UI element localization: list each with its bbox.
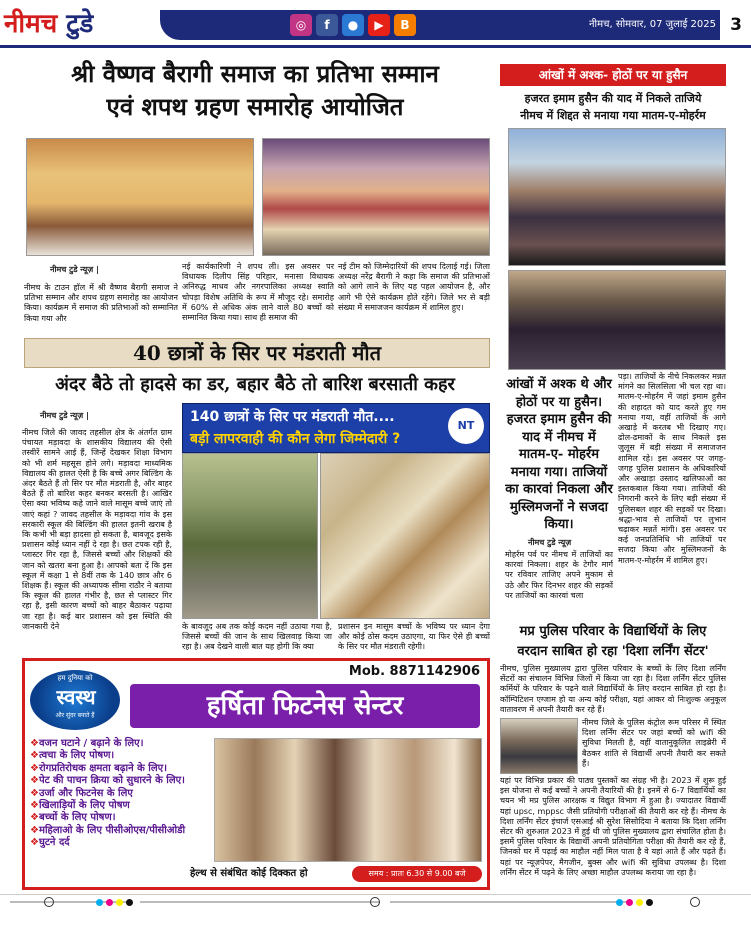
ad-title: हर्षिता फिटनेस सेन्टर bbox=[130, 684, 480, 728]
newspaper-logo[interactable] bbox=[4, 4, 154, 44]
article4-headline-line1: मप्र पुलिस परिवार के विद्यार्थियों के लिए bbox=[519, 624, 707, 639]
magenta-dot bbox=[106, 899, 113, 906]
article1-credit: नीमच टुडे न्यूज़ | bbox=[50, 265, 99, 274]
registration-mark bbox=[690, 897, 700, 907]
black-dot bbox=[646, 899, 653, 906]
ad-item: ❖ त्वचा के लिए पोषण। bbox=[30, 750, 210, 762]
ad-item: ❖ रोगप्रतिरोधक क्षमता बढ़ाने के लिए। bbox=[30, 763, 210, 775]
social-icons bbox=[290, 14, 440, 36]
logo-main: नीमच bbox=[4, 9, 58, 39]
article2-col2: के बावजूद अब तक कोई कदम नहीं उठाया गया है, जिससे बच्चों की जान के साथ खिलवाड़ किया जा रहा है। अब देखने वाली बात यह होगी कि क्या bbox=[182, 622, 332, 652]
ad-footer: हेल्थ से संबंधित कोई दिक्कत हो bbox=[190, 868, 308, 879]
article3-credit: नीमच टुडे न्यूज़ bbox=[528, 538, 572, 547]
page-number: 3 bbox=[730, 15, 742, 35]
footer-line bbox=[390, 901, 630, 903]
blogger-icon[interactable]: B bbox=[394, 14, 416, 36]
article3-photo-crowd bbox=[508, 270, 726, 370]
cyan-dot bbox=[96, 899, 103, 906]
facebook-icon[interactable]: f bbox=[316, 14, 338, 36]
registration-mark bbox=[370, 897, 380, 907]
yellow-dot bbox=[116, 899, 123, 906]
article1-headline-line1: श्री वैष्णव बैरागी समाज का प्रतिभा सम्मान bbox=[71, 59, 439, 88]
ad-item: ❖ पेट की पाचन क्रिया को सुधारने के लिए। bbox=[30, 775, 210, 787]
ad-item: ❖ घुटने दर्द bbox=[30, 837, 210, 849]
registration-mark bbox=[44, 897, 54, 907]
group-icon[interactable]: ● bbox=[342, 14, 364, 36]
article2-photo-school bbox=[182, 453, 318, 619]
ad-timing: समय : प्रातः 6.30 से 9.00 बजे bbox=[352, 866, 482, 882]
article2-col1: नीमच जिले की जावद तहसील क्षेत्र के अंतर्गत ग्राम पंचायत मड़ावदा के शासकीय विद्यालय की ऐसी तस्वीरें सामने आई हैं, जिन्हें देखकर शिक्षा विभाग को भी शर्म महसूस होने लगे। मड़ावदा माध्यमिक विद्यालय की हालत ऐसी है कि बच्चे अगर बिल्डिंग के अंदर बैठते हैं तो सिर पर मौत मंडराती है, और बाहर बैठते हैं तो बारिश कहर बनकर बरसती है। आखिर ऐसा क्या भविष्य कहे जाने वाले मासूम बच्चे जाएं तो जाएं कहां ? जावद तहसील के मड़ावदा गांव के इस सरकारी स्कूल की बिल्डिंग की हालत इतनी खराब है कि कभी भी बड़ा हादसा हो सकता है, बावजूद इसके प्रशासन कोई ध्यान नहीं दे रहा है। छत टपक रही है, प्लास्टर गिर रहा है, जिससे बच्चों और शिक्षकों की जान को खतरा बना हुआ है। आपको बता दें कि इस स्कूल में कक्षा 1 से 8वीं तक के 140 छात्र और 6 शिक्षक हैं। स्कूल की अध्यापक सीमा राठौर ने बताया कि स्कूल की हालत गंभीर है, छत से प्लास्टर गिर रहा है, इसी कारण बच्चों को बाहर बैठाकर पढ़ाया जा रहा है। कई बार प्रशासन को इस स्थिति की जानकारी देने bbox=[22, 428, 172, 631]
promo-logo: NT bbox=[448, 408, 484, 444]
article4-col1: नीमच, पुलिस मुख्यालय द्वारा पुलिस परिवार के बच्चों के लिए दिशा लर्निंग सेंटरों का संचालन विभिन्न जिलों में किया जा रहा है। दिशा लर्निंग सेंटर पुलिस कर्मियों के परिवार के पढ़ने वाले विद्यार्थियों के लिए वरदान साबित हो रहा है। कॉम्पिटिशन एग्जाम हो या अन्य कोई परीक्षा, यहां आकर वो निःशुल्क अनुकूल वातावरण में अपनी तैयारी कर रहे हैं। bbox=[500, 664, 726, 714]
ad-photo-grid bbox=[214, 738, 482, 862]
article3-colA: मोहर्रम पर्व पर नीमच में ताजियों का कारवां निकला। शहर के टेगौर मार्ग पर रविवार ताजिए अपने मुकाम से उठे और फिर दिनभर शहर की सड़कों पर ताजियों का कारवां चला bbox=[505, 550, 613, 600]
ad-logo-top: हम दुनिया को bbox=[57, 674, 93, 682]
ad-mobile: Mob. 8871142906 bbox=[348, 664, 480, 679]
ad-item: ❖ वजन घटाने / बढ़ाने के लिए। bbox=[30, 738, 210, 750]
article3-colB: पड़ा। ताजियों के नीचे निकलकर मन्नत मांगने का सिलसिला भी चल रहा था। मातम-ए-मोहर्रम में जहां इमाम हुसैन की शहादत को याद करते हुए गम मनाया गया, वहीं ताजियों के आगे अखाड़े में करतब भी दिखाए गए। ढोल-ढमाकों के साथ निकले इस जुलूस में बड़ी संख्या में समाजजन शामिल रहे। इस अवसर पर जगह-जगह पुलिस प्रशासन के अधिकारियों और अखाड़ा उस्ताद खलिफाओं का इस्तकबाल किया गया। ताजियों की निगरानी करने के लिए बड़ी संख्या में पुलिसबल शहर की सड़कों पर दिखा। श्रद्धा-भाव से ताजियों पर लुभान चढ़ाकर मन्नतें मांगी। इस अवसर पर कई जनप्रतिनिधि भी ताजियों पर सजदा किया और मुस्लिमजनों के मातम-ए-मोहर्रम में शामिल हुए। bbox=[618, 372, 726, 565]
yellow-dot bbox=[636, 899, 643, 906]
youtube-icon[interactable]: ▶ bbox=[368, 14, 390, 36]
ad-service-list bbox=[30, 738, 210, 864]
cyan-dot bbox=[616, 899, 623, 906]
ad-item: ❖ खिलाड़ियों के लिए पोषण bbox=[30, 800, 210, 812]
magenta-dot bbox=[626, 899, 633, 906]
dateline: नीमच, सोमवार, 07 जुलाई 2025 bbox=[589, 19, 716, 30]
article4-col2: नीमच जिले के पुलिस कंट्रोल रूम परिसर में स्थित दिशा लर्निंग सेंटर पर जहां बच्चों को wifi की सुविधा मिलती है, वहीं वातानुकूलित लाइब्रेरी में बैठकर शांति से विद्यार्थी अपनी तैयारी कर सकते हैं। bbox=[582, 718, 726, 768]
ad-item: ❖ महिलाओ के लिए पीसीओएस/पीसीओडी bbox=[30, 825, 210, 837]
article4-col3: यहां पर विभिन्न प्रकार की पाठ्य पुस्तकों का संग्रह भी है। 2023 में शुरू हुई इस योजना से कई बच्चों ने अपनी तैयारियों की है। इनमें से 6-7 विद्यार्थियों का चयन भी मप्र पुलिस आरक्षक व विद्युत विभाग में हुआ है। ज्यादातर विद्यार्थी यहां upsc, mppsc जैसी प्रतियोगी परीक्षाओं की तैयारी कर रहे हैं। नीमच के दिशा लर्निंग सेंटर इंचार्ज एसआई श्री सुरेश सिसोदिया ने बताया कि दिशा लर्निंग सेंटर की शुरुआत 2023 में हुई थी जो पुलिस मुख्यालय द्वारा संचालित होता है। इसमें पुलिस परिवार के विद्यार्थी अपनी प्रतियोगिता परीक्षा की तैयारी कर रहे हैं, जिनको घर में पढ़ाई का माहौल नहीं मिल पाता है वे यहां आते हैं और पढ़ते हैं। यहां पर न्यूज़पेपर, मैगजीन, बुक्स और wifi की सुविधा उपलब्ध है। दिशा लर्निंग सेंटर में पढ़ने के लिए अच्छा माहौल उपलब्ध कराया जा रहा है। bbox=[500, 776, 727, 877]
article2-col3: प्रशासन इन मासूम बच्चों के भविष्य पर ध्यान देगा और कोई ठोस कदम उठाएगा, या फिर ऐसे ही बच्चों के सिर पर मौत मंडराती रहेगी। bbox=[338, 622, 490, 652]
article4-photo-library bbox=[500, 718, 578, 774]
article1-photo-audience bbox=[262, 138, 490, 256]
black-dot bbox=[126, 899, 133, 906]
article2-photo-ceiling bbox=[320, 453, 490, 619]
logo-sub: टुडे bbox=[66, 9, 94, 39]
article1-photo-stage bbox=[26, 138, 254, 256]
instagram-icon[interactable]: ◎ bbox=[290, 14, 312, 36]
promo-line1: 140 छात्रों के सिर पर मंडराती मौत.... bbox=[190, 409, 395, 425]
article1-col3: नई टीम को जिम्मेदारियों की शपथ दिलाई गई। जिला अध्यक्ष नरेंद्र बैरागी ने कहा कि समाज की प्रतिभाओं को आगे लाने के लिए यह पहल आयोजन है, और आगे भी ऐसे कार्यक्रम होते रहेंगे। जिले भर से बड़ी संख्या में समाजजन कार्यक्रम में शामिल हुए। bbox=[338, 262, 490, 312]
footer-line bbox=[140, 901, 380, 903]
ad-item: ❖ बच्चों के लिए पोषण। bbox=[30, 812, 210, 824]
ad-logo-main: स्वस्थ bbox=[56, 685, 96, 709]
article3-sub-line1: हजरत इमाम हुसैन की याद में निकले ताजिये bbox=[524, 92, 702, 105]
article3-photo-procession bbox=[508, 128, 726, 266]
article2-credit: नीमच टुडे न्यूज़ | bbox=[40, 411, 89, 420]
promo-line2: बड़ी लापरवाही की कौन लेगा जिम्मेदारी ? bbox=[190, 431, 401, 447]
article3-sub-line2: नीमच में शिद्दत से मनाया गया मातम-ए-मोहर्रम bbox=[520, 109, 706, 122]
article1-col2: नई कार्यकारिणी ने शपथ ली। इस अवसर पर विधायक दिलीप सिंह परिहार, मनासा विधायक अनिरुद्ध माधव और नगरपालिका अध्यक्ष स्वाति चोपड़ा विशेष अतिथि के रूप में मौजूद रहे। समारोह में 60% से अधिक अंक लाने वाले 80 बच्चों को सम्मानित किया गया। साथ ही समाज की bbox=[182, 262, 334, 323]
ad-logo-bottom: और सुंदर बनाते हैं bbox=[55, 712, 95, 719]
article3-kicker: आंखों में अश्क- होठों पर या हुसैन bbox=[500, 64, 726, 86]
article1-headline-line2: एवं शपथ ग्रहण समारोह आयोजित bbox=[106, 92, 404, 121]
article1-col1: नीमच के टाउन हॉल में श्री वैष्णव बैरागी समाज ने प्रतिभा सम्मान और शपथ ग्रहण समारोह का आयोजन किया। कार्यक्रम में समाज की प्रतिभाओं को सम्मानित किया गया और bbox=[24, 283, 178, 323]
article2-headline: अंदर बैठे तो हादसे का डर, बहार बैठे तो बारिश बरसाती कहर bbox=[55, 374, 455, 395]
article3-big-quote: आंखों में अश्क थे और होठों पर या हुसैन। हजरत इमाम हुसैन की याद में नीमच में मातम-ए- मोहर्रम मनाया गया। ताजियों का कारवां निकला और मुस्लिमजनों ने सजदा किया। bbox=[505, 377, 613, 532]
article4-headline-line2: वरदान साबित हो रहा 'दिशा लर्निंग सेंटर' bbox=[517, 644, 709, 659]
article2-banner: 40 छात्रों के सिर पर मंडराती मौत bbox=[24, 338, 490, 368]
ad-item: ❖ उर्जा और फिटनेस के लिए bbox=[30, 788, 210, 800]
